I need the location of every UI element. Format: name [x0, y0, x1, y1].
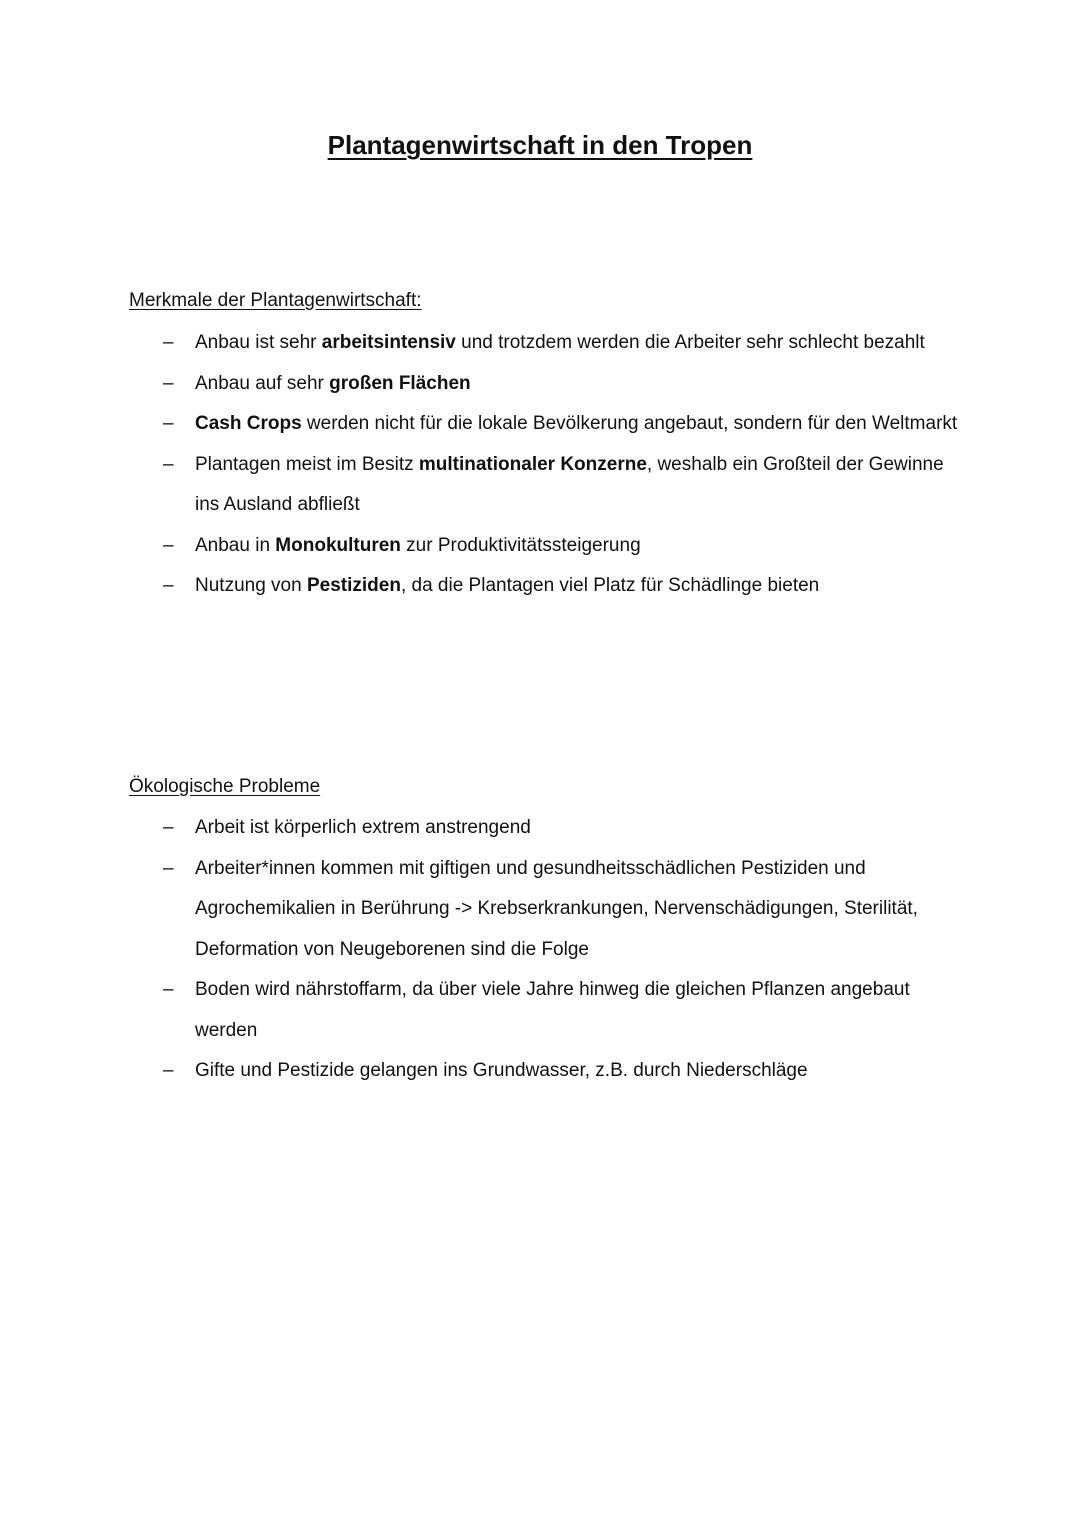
list-item [129, 445, 969, 526]
list-item [129, 566, 969, 607]
item-text: zur Produktivitätssteigerung [400, 534, 641, 556]
item-text: Nutzung von [195, 575, 307, 596]
item-text: Arbeit ist körperlich extrem anstrengend [195, 817, 531, 838]
bullet-dash: – [163, 1060, 174, 1081]
list-item [129, 808, 969, 849]
bullet-list-merkmale [129, 323, 969, 607]
bold-text: multinationaler Konzerne [418, 453, 647, 475]
item-text: Anbau auf sehr [195, 372, 330, 394]
bold-text: Cash Crops [195, 413, 302, 434]
bullet-dash: – [163, 332, 174, 353]
item-text: Anbau in [195, 534, 276, 556]
bold-text: Monokulturen [275, 534, 401, 556]
bullet-list-probleme [129, 808, 969, 1092]
bullet-dash: – [163, 979, 174, 1000]
list-item [129, 1051, 969, 1092]
item-text: Plantagen meist im Besitz [195, 453, 419, 475]
bold-text: großen Flächen [329, 372, 471, 394]
section-heading-merkmale: Merkmale der Plantagenwirtschaft: [129, 290, 422, 311]
list-item [129, 364, 969, 405]
bullet-dash: – [163, 534, 174, 556]
list-item [129, 323, 969, 364]
list-item [129, 404, 969, 445]
item-text: , weshalb ein Großteil der Gewinne ins Ausland abfließt [195, 453, 944, 515]
bold-text: arbeitsintensiv [321, 332, 456, 353]
list-item [129, 526, 969, 567]
item-text: werden nicht für die lokale Bevölkerung angebaut, sondern für den Weltmarkt [301, 413, 958, 434]
section-heading-probleme: Ökologische Probleme [129, 776, 321, 797]
item-text: Arbeiter*innen kommen mit giftigen und gesundheitsschädlichen Pestiziden und Agrochemikalien in Berührung -> Krebserkrankungen, Nervenschädigungen, Sterilität, Deformation von Neugeborenen sind die Folge [195, 857, 918, 960]
list-item [129, 970, 969, 1051]
bullet-dash: – [163, 453, 174, 475]
bullet-dash: – [163, 817, 174, 838]
item-text: Gifte und Pestizide gelangen ins Grundwasser, z.B. durch Niederschläge [195, 1060, 808, 1081]
bullet-dash: – [163, 413, 174, 434]
item-text: und trotzdem werden die Arbeiter sehr schlecht bezahlt [455, 332, 925, 353]
item-text: Boden wird nährstoffarm, da über viele Jahre hinweg die gleichen Pflanzen angebaut werden [195, 979, 910, 1041]
page-title: Plantagenwirtschaft in den Tropen [327, 130, 753, 160]
item-text: , da die Plantagen viel Platz für Schädlinge bieten [400, 575, 820, 596]
item-text: Anbau ist sehr [195, 332, 322, 353]
bold-text: Pestiziden [306, 575, 401, 596]
list-item [129, 849, 969, 971]
bullet-dash: – [163, 575, 174, 596]
bullet-dash: – [163, 857, 174, 879]
bullet-dash: – [163, 372, 174, 394]
